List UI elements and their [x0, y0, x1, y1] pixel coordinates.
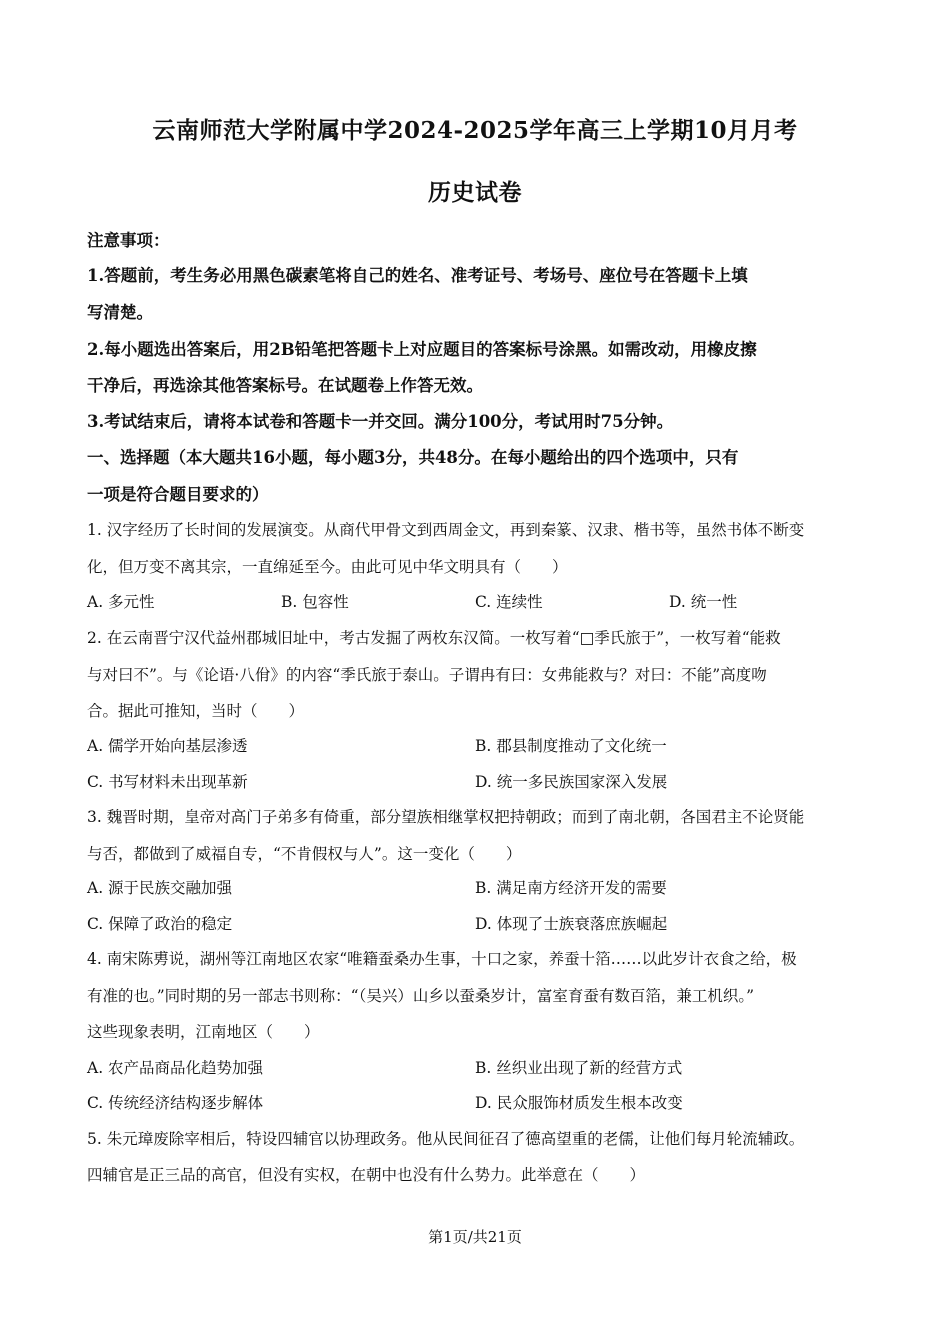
page-title-line2: 历史试卷 — [428, 179, 522, 206]
question-3-option-b: B. 满足南方经济开发的需要 — [475, 879, 667, 897]
notice-line: 写清楚。 — [87, 303, 153, 322]
section-heading: 一、选择题（本大题共16小题，每小题3分，共48分。在每小题给出的四个选项中，只有 — [87, 448, 739, 467]
notice-heading: 注意事项： — [87, 231, 170, 250]
question-3-option-c: C. 保障了政治的稳定 — [87, 915, 233, 933]
question-1-option-a: A. 多元性 — [87, 593, 155, 611]
question-4-text: 4. 南宋陈旉说，湖州等江南地区农家“唯籍蚕桑办生事，十口之家，养蚕十箔……以此岁计衣食之给，极 — [87, 950, 797, 968]
question-4-option-d: D. 民众服饰材质发生根本改变 — [475, 1094, 683, 1112]
question-2-option-b: B. 郡县制度推动了文化统一 — [475, 737, 667, 755]
notice-line: 干净后，再选涂其他答案标号。在试题卷上作答无效。 — [87, 376, 483, 395]
question-4-option-a: A. 农产品商品化趋势加强 — [87, 1059, 264, 1077]
page-footer: 第1页/共21页 — [428, 1228, 522, 1246]
question-4-option-b: B. 丝织业出现了新的经营方式 — [475, 1059, 683, 1077]
question-2-text: 与对曰不”。与《论语·八佾》的内容“季氏旅于泰山。子谓冉有曰：女弗能救与？对曰：不能”高度吻 — [87, 666, 767, 684]
question-1-option-d: D. 统一性 — [669, 593, 738, 611]
question-4-text: 这些现象表明，江南地区（ ） — [87, 1023, 320, 1041]
question-4-option-c: C. 传统经济结构逐步解体 — [87, 1094, 264, 1112]
question-2-text: 合。据此可推知，当时（ ） — [87, 702, 305, 720]
question-3-option-d: D. 体现了士族衰落庶族崛起 — [475, 915, 668, 933]
notice-line: 1.答题前，考生务必用黑色碳素笔将自己的姓名、准考证号、考场号、座位号在答题卡上填 — [87, 266, 748, 285]
question-2-text: 2. 在云南晋宁汉代益州郡城旧址中，考古发掘了两枚东汉简。一枚写着“□季氏旅于”，一枚写着“能救 — [87, 629, 781, 647]
question-3-option-a: A. 源于民族交融加强 — [87, 879, 233, 897]
question-2-option-a: A. 儒学开始向基层渗透 — [87, 737, 248, 755]
question-2-option-d: D. 统一多民族国家深入发展 — [475, 773, 668, 791]
question-1-option-c: C. 连续性 — [475, 593, 543, 611]
question-2-option-c: C. 书写材料未出现革新 — [87, 773, 248, 791]
question-5-text: 四辅官是正三品的高官，但没有实权，在朝中也没有什么势力。此举意在（ ） — [87, 1166, 646, 1184]
question-5-text: 5. 朱元璋废除宰相后，特设四辅官以协理政务。他从民间征召了德高望重的老儒，让他们每月轮流辅政。 — [87, 1130, 805, 1148]
question-3-text: 3. 魏晋时期，皇帝对高门子弟多有倚重，部分望族相继掌权把持朝政；而到了南北朝，各国君主不论贤能 — [87, 808, 805, 826]
notice-line: 3.考试结束后，请将本试卷和答题卡一并交回。满分100分，考试用时75分钟。 — [87, 412, 674, 431]
notice-line: 2.每小题选出答案后，用2B铅笔把答题卡上对应题目的答案标号涂黑。如需改动，用橡皮擦 — [87, 340, 757, 359]
question-4-text: 有准的也。”同时期的另一部志书则称：“（吴兴）山乡以蚕桑岁计，富室育蚕有数百箔，兼工机织。” — [87, 987, 755, 1005]
question-1-option-b: B. 包容性 — [281, 593, 349, 611]
question-3-text: 与否，都做到了威福自专，“不肯假权与人”。这一变化（ ） — [87, 845, 522, 863]
page-title-line1: 云南师范大学附属中学2024-2025学年高三上学期10月月考 — [152, 117, 798, 144]
question-1-text: 1. 汉字经历了长时间的发展演变。从商代甲骨文到西周金文，再到秦篆、汉隶、楷书等，虽然书体不断变 — [87, 521, 805, 539]
section-heading: 一项是符合题目要求的） — [87, 485, 269, 504]
question-1-text: 化，但万变不离其宗，一直绵延至今。由此可见中华文明具有（ ） — [87, 558, 568, 576]
